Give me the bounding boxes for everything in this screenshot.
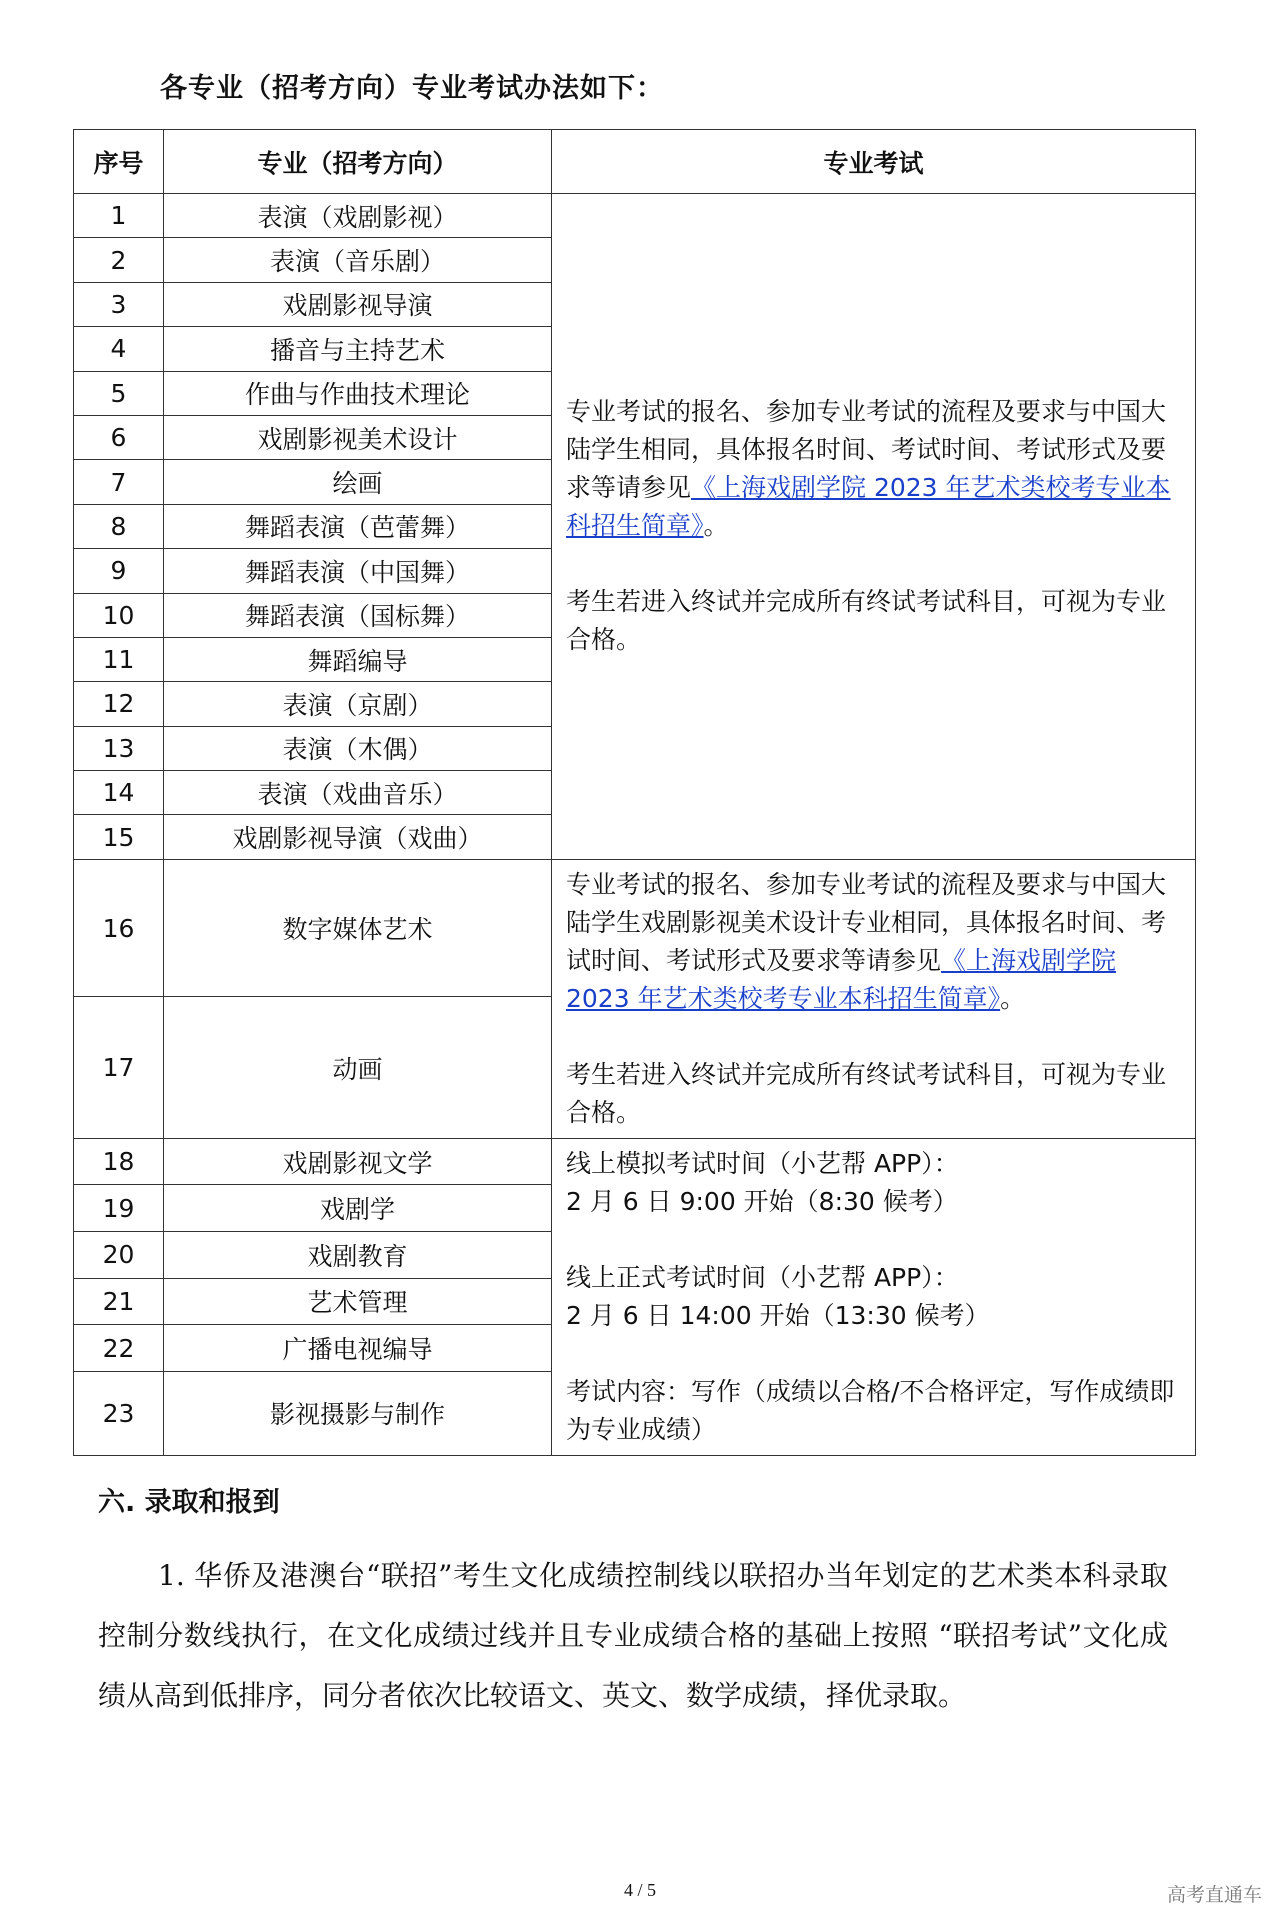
row-no: 5 (74, 371, 164, 415)
row-no: 3 (74, 282, 164, 326)
row-major: 广播电视编导 (164, 1325, 552, 1372)
row-major: 戏剧学 (164, 1185, 552, 1232)
row-major: 绘画 (164, 460, 552, 504)
row-major: 数字媒体艺术 (164, 859, 552, 996)
formal-exam-label: 线上正式考试时间（小艺帮 APP）： (566, 1262, 959, 1292)
row-no: 2 (74, 238, 164, 282)
intro-heading: 各专业（招考方向）专业考试办法如下： (160, 73, 664, 104)
row-no: 17 (74, 997, 164, 1139)
row-major: 戏剧影视导演（戏曲） (164, 815, 552, 859)
page-number: 4 / 5 (623, 1880, 656, 1900)
row-no: 21 (74, 1278, 164, 1325)
row-no: 12 (74, 682, 164, 726)
row-no: 13 (74, 726, 164, 770)
row-no: 15 (74, 815, 164, 859)
exam-method-group1 (552, 194, 1196, 860)
group1-text: 专业考试的报名、参加专业考试的流程及要求与中国大陆学生相同，具体报名时间、考试时间、考试形式及要求等请参见 (566, 397, 1167, 503)
row-major: 影视摄影与制作 (164, 1371, 552, 1455)
row-no: 7 (74, 460, 164, 504)
header-major: 专业（招考方向） (164, 130, 552, 194)
group1-end: 。 (703, 511, 729, 541)
row-no: 19 (74, 1185, 164, 1232)
mock-exam-time: 2 月 6 日 9:00 开始（8:30 候考） (566, 1186, 958, 1216)
group1-brochure-link[interactable]: 《上海戏剧学院 2023 年艺术类校考专业本科招生简章》 (566, 473, 1171, 541)
row-major: 戏剧影视美术设计 (164, 415, 552, 459)
table-row (74, 194, 1196, 238)
group2-brochure-link[interactable]: 《上海戏剧学院 2023 年艺术类校考专业本科招生简章》 (566, 945, 1117, 1013)
row-no: 22 (74, 1325, 164, 1372)
row-no: 10 (74, 593, 164, 637)
header-no: 序号 (74, 130, 164, 194)
row-no: 14 (74, 771, 164, 815)
group1-qualify-text: 考生若进入终试并完成所有终试考试科目，可视为专业合格。 (566, 587, 1167, 655)
row-no: 4 (74, 327, 164, 371)
table-row (74, 1138, 1196, 1185)
group2-qualify-text: 考生若进入终试并完成所有终试考试科目，可视为专业合格。 (566, 1059, 1167, 1127)
row-major: 戏剧教育 (164, 1232, 552, 1279)
admission-paragraph: 1. 华侨及港澳台“联招”考生文化成绩控制线以联招办当年划定的艺术类本科录取控制分数线执行，在文化成绩过线并且专业成绩合格的基础上按照 “联招考试”文化成绩从高到低排序，同分者依次比较语文、英文、数学成绩，择优录取。 (98, 1559, 1168, 1712)
row-no: 18 (74, 1138, 164, 1185)
row-no: 1 (74, 194, 164, 238)
row-major: 动画 (164, 997, 552, 1139)
row-major: 表演（京剧） (164, 682, 552, 726)
row-major: 表演（木偶） (164, 726, 552, 770)
row-major: 舞蹈编导 (164, 637, 552, 681)
section-title: 六. 录取和报到 (98, 1487, 280, 1518)
row-no: 16 (74, 859, 164, 996)
row-no: 6 (74, 415, 164, 459)
row-major: 表演（戏曲音乐） (164, 771, 552, 815)
row-no: 20 (74, 1232, 164, 1279)
row-major: 艺术管理 (164, 1278, 552, 1325)
exam-table (73, 129, 1196, 1456)
group2-text: 专业考试的报名、参加专业考试的流程及要求与中国大陆学生戏剧影视美术设计专业相同，具体报名时间、考试时间、考试形式及要求等请参见 (566, 869, 1167, 975)
row-major: 舞蹈表演（中国舞） (164, 549, 552, 593)
exam-method-group3 (552, 1138, 1196, 1455)
row-major: 舞蹈表演（国标舞） (164, 593, 552, 637)
formal-exam-time: 2 月 6 日 14:00 开始（13:30 候考） (566, 1300, 990, 1330)
row-no: 9 (74, 549, 164, 593)
header-exam: 专业考试 (552, 130, 1196, 194)
row-major: 戏剧影视导演 (164, 282, 552, 326)
row-no: 11 (74, 637, 164, 681)
table-row (74, 859, 1196, 996)
row-no: 8 (74, 504, 164, 548)
exam-content: 考试内容：写作（成绩以合格/不合格评定，写作成绩即为专业成绩） (566, 1376, 1175, 1444)
group2-end: 。 (1000, 983, 1026, 1013)
row-major: 表演（音乐剧） (164, 238, 552, 282)
mock-exam-label: 线上模拟考试时间（小艺帮 APP）： (566, 1148, 959, 1178)
row-major: 播音与主持艺术 (164, 327, 552, 371)
watermark: 高考直通车 (1166, 1884, 1262, 1906)
exam-method-group2 (552, 859, 1196, 1138)
row-no: 23 (74, 1371, 164, 1455)
table-header-row (74, 130, 1196, 194)
row-major: 作曲与作曲技术理论 (164, 371, 552, 415)
row-major: 戏剧影视文学 (164, 1138, 552, 1185)
row-major: 舞蹈表演（芭蕾舞） (164, 504, 552, 548)
row-major: 表演（戏剧影视） (164, 194, 552, 238)
